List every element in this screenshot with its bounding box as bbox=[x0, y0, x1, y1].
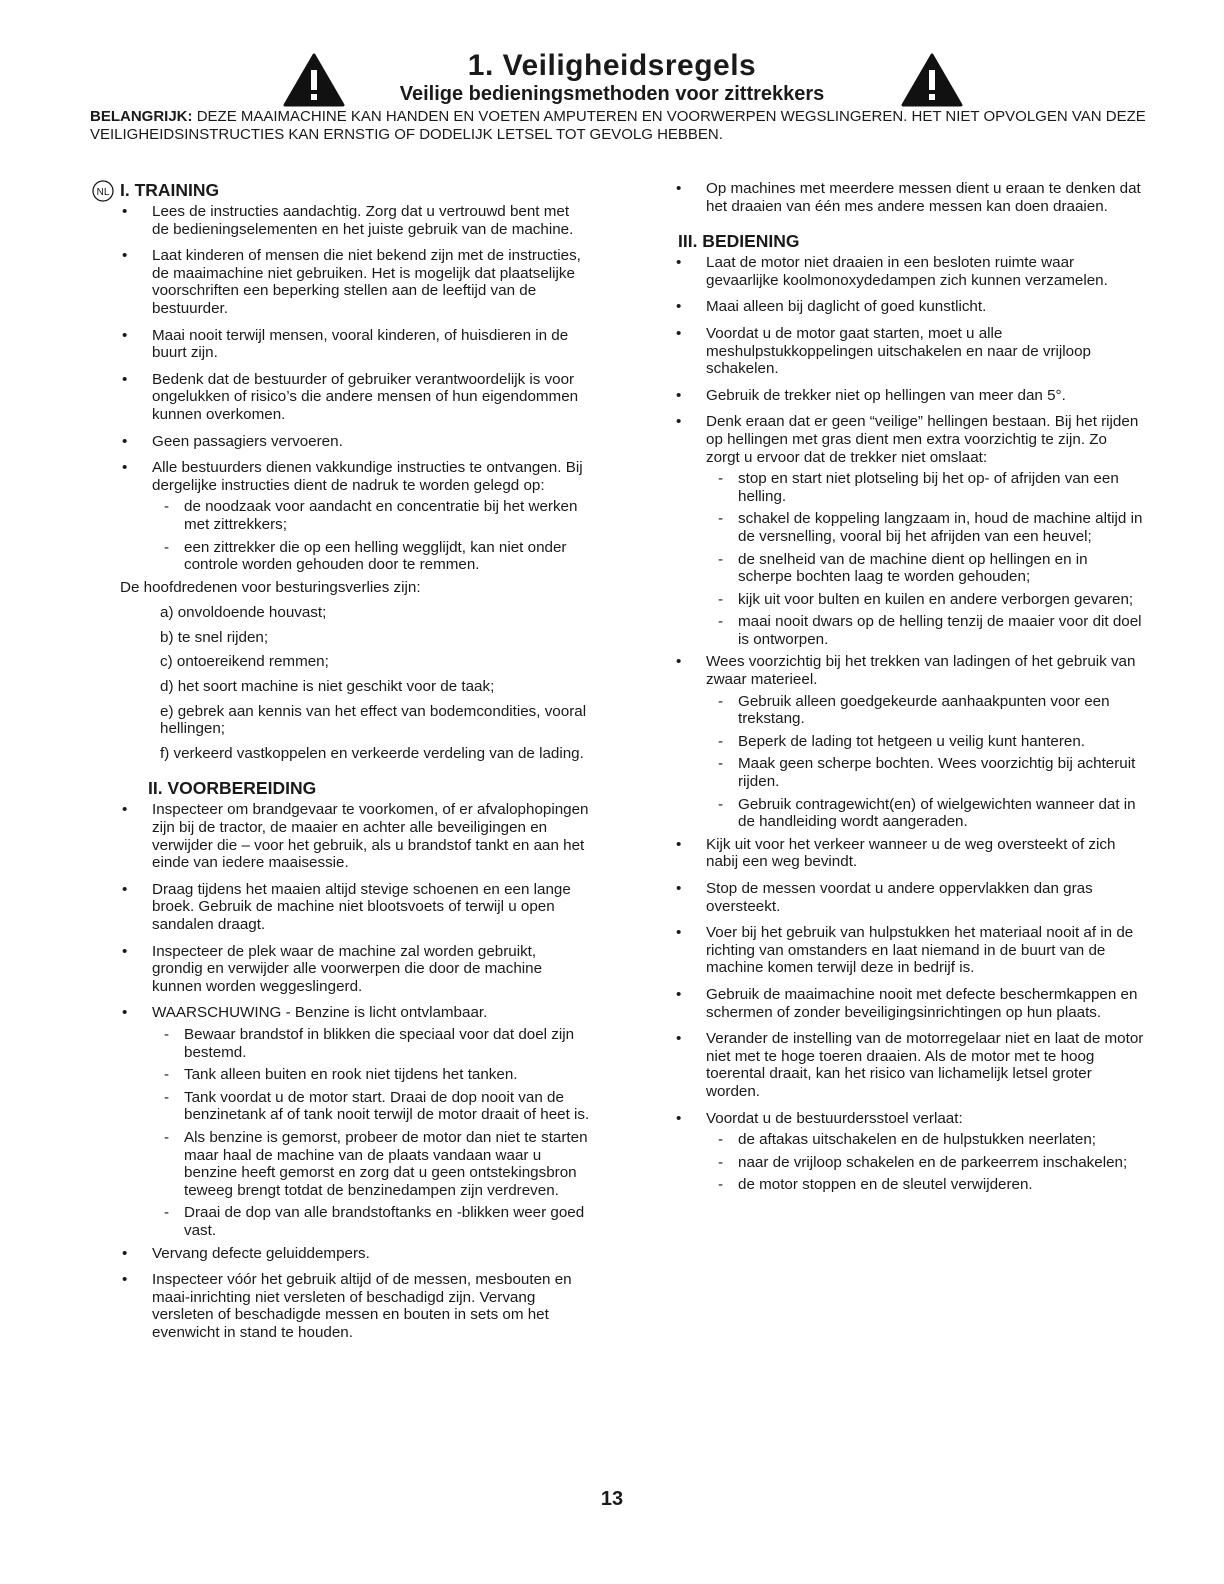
cause-item: a) onvoldoende houvast; bbox=[160, 604, 327, 622]
sub-list-item: - Bewaar brandstof in blikken die speciaal voor dat doel zijn bestemd. bbox=[120, 1026, 590, 1061]
sub-list-item: - Tank voordat u de motor start. Draai de dop nooit van de benzinetank af of tank nooit terwijl de motor draait of heet is. bbox=[120, 1089, 590, 1124]
section-heading-operation: III. BEDIENING bbox=[678, 231, 800, 252]
sub-list-item: - Beperk de lading tot hetgeen u veilig kunt hanteren. bbox=[674, 733, 1144, 751]
language-badge bbox=[92, 180, 114, 202]
important-notice bbox=[90, 108, 1150, 144]
cause-item: b) te snel rijden; bbox=[160, 628, 269, 646]
sub-list-item: - een zittrekker die op een helling wegglijdt, kan niet onder controle worden gehouden door te remmen. bbox=[120, 539, 590, 574]
sub-list-item: - Maak geen scherpe bochten. Wees voorzichtig bij achteruit rijden. bbox=[674, 755, 1144, 790]
list-item: • Wees voorzichtig bij het trekken van ladingen of het gebruik van zwaar materieel. bbox=[674, 653, 1144, 688]
sub-list-item: - maai nooit dwars op de helling tenzij de maaier voor dit doel is ontworpen. bbox=[674, 613, 1144, 648]
list-item: • Gebruik de maaimachine nooit met defecte beschermkappen en schermen of zonder beveiligingsinrichtingen op hun plaats. bbox=[674, 986, 1144, 1021]
list-item: • Maai alleen bij daglicht of goed kunstlicht. bbox=[674, 298, 1144, 316]
list-item: • Maai nooit terwijl mensen, vooral kinderen, of huisdieren in de buurt zijn. bbox=[120, 327, 590, 362]
right-column bbox=[674, 180, 1144, 1199]
language-badge-text: NL bbox=[96, 187, 110, 198]
list-item: • Voordat u de bestuurdersstoel verlaat: bbox=[674, 1110, 1144, 1128]
list-item: • Op machines met meerdere messen dient u eraan te denken dat het draaien van één mes andere messen kan doen draaien. bbox=[674, 180, 1144, 215]
cause-item: e) gebrek aan kennis van het effect van bodemcondities, vooral hellingen; bbox=[160, 702, 587, 738]
sub-list-item: - Als benzine is gemorst, probeer de motor dan niet te starten maar haal de machine van de plaats vandaan waar u benzine heeft gemorst en zorg dat u geen ontstekingsbron teweeg brengt totdat de benzinedampen zijn verdreven. bbox=[120, 1129, 590, 1199]
list-item: • Lees de instructies aandachtig. Zorg dat u vertrouwd bent met de bedieningselementen en het juiste gebruik van de machine. bbox=[120, 203, 590, 238]
page-title: 1. Veiligheidsregels bbox=[467, 49, 757, 82]
sub-list-item: - de aftakas uitschakelen en de hulpstukken neerlaten; bbox=[674, 1131, 1144, 1149]
sub-list-item: - de snelheid van de machine dient op hellingen en in scherpe bochten laag te worden gehouden; bbox=[674, 551, 1144, 586]
list-item: • Draag tijdens het maaien altijd stevige schoenen en een lange broek. Gebruik de machine niet blootsvoets of terwijl u open sandalen draagt. bbox=[120, 881, 590, 934]
sub-list-item: - Gebruik alleen goedgekeurde aanhaakpunten voor een trekstang. bbox=[674, 693, 1144, 728]
sub-list-item: - Gebruik contragewicht(en) of wielgewichten wanneer dat in de handleiding wordt aangeraden. bbox=[674, 796, 1144, 831]
sub-list-item: - naar de vrijloop schakelen en de parkeerrem inschakelen; bbox=[674, 1154, 1144, 1172]
list-item: • Inspecteer om brandgevaar te voorkomen, of er afvalophopingen zijn bij de tractor, de maaier en achter alle beveiligingen en verwijder die – voor het gebruik, als u brandstof tankt en aan het einde van iedere maaisessie. bbox=[120, 801, 590, 871]
list-item: • Geen passagiers vervoeren. bbox=[120, 433, 590, 451]
sub-list-item: - Tank alleen buiten en rook niet tijdens het tanken. bbox=[120, 1066, 590, 1084]
list-item: • Inspecteer de plek waar de machine zal worden gebruikt, grondig en verwijder alle voorwerpen die door de machine kunnen worden weggeslingerd. bbox=[120, 943, 590, 996]
list-item: • Vervang defecte geluiddempers. bbox=[120, 1245, 590, 1263]
left-column bbox=[120, 180, 590, 1350]
list-item: • Voordat u de motor gaat starten, moet u alle meshulpstukkoppelingen uitschakelen en naar de vrijloop schakelen. bbox=[674, 325, 1144, 378]
sub-list-item: - kijk uit voor bulten en kuilen en andere verborgen gevaren; bbox=[674, 591, 1144, 609]
list-item: • Kijk uit voor het verkeer wanneer u de weg oversteekt of zich nabij een weg bevindt. bbox=[674, 836, 1144, 871]
important-label: BELANGRIJK: bbox=[90, 108, 193, 125]
sub-list-item: - schakel de koppeling langzaam in, houd de machine altijd in de versnelling, vooral bij het afrijden van een heuvel; bbox=[674, 510, 1144, 545]
list-item: • Alle bestuurders dienen vakkundige instructies te ontvangen. Bij dergelijke instructies dient de nadruk te worden gelegd op: bbox=[120, 459, 590, 494]
list-item: • Denk eraan dat er geen “veilige” hellingen bestaan. Bij het rijden op hellingen met gras dient men extra voorzichtig te zijn. Zo zorgt u ervoor dat de trekker niet omslaat: bbox=[674, 413, 1144, 466]
sub-list-item: - stop en start niet plotseling bij het op- of afrijden van een helling. bbox=[674, 470, 1144, 505]
list-item: • Laat kinderen of mensen die niet bekend zijn met de instructies, de maaimachine niet gebruiken. Het is mogelijk dat plaatselijke voorschriften een beperking stellen aan de leeftijd van de bestuurder. bbox=[120, 247, 590, 317]
cause-item: f) verkeerd vastkoppelen en verkeerde verdeling van de lading. bbox=[160, 744, 584, 762]
causes-intro: De hoofdredenen voor besturingsverlies zijn: bbox=[120, 578, 421, 596]
important-text: DEZE MAAIMACHINE KAN HANDEN EN VOETEN AMPUTEREN EN VOORWERPEN WEGSLINGEREN. HET NIET OPVOLGEN VAN DEZE VEILIGHEIDSINSTRUCTIES KAN ERNSTIG OF DODELIJK LETSEL TOT GEVOLG HEBBEN. bbox=[90, 108, 1146, 143]
page-number: 13 bbox=[600, 1488, 624, 1510]
page-subtitle: Veilige bedieningsmethoden voor zittrekkers bbox=[399, 83, 825, 105]
list-item: • Stop de messen voordat u andere oppervlakken dan gras oversteekt. bbox=[674, 880, 1144, 915]
sub-list-item: - de motor stoppen en de sleutel verwijderen. bbox=[674, 1176, 1144, 1194]
list-item: • Gebruik de trekker niet op hellingen van meer dan 5°. bbox=[674, 387, 1144, 405]
sub-list-item: - Draai de dop van alle brandstoftanks en -blikken weer goed vast. bbox=[120, 1204, 590, 1239]
list-item: • Laat de motor niet draaien in een besloten ruimte waar gevaarlijke koolmonoxydedampen zich kunnen verzamelen. bbox=[674, 254, 1144, 289]
page-header bbox=[0, 50, 1224, 106]
list-item: • Voer bij het gebruik van hulpstukken het materiaal nooit af in de richting van omstanders en laat niemand in de buurt van de machine komen terwijl deze in bedrijf is. bbox=[674, 924, 1144, 977]
list-item: • WAARSCHUWING - Benzine is licht ontvlambaar. bbox=[120, 1004, 590, 1022]
sub-list-item: - de noodzaak voor aandacht en concentratie bij het werken met zittrekkers; bbox=[120, 498, 590, 533]
list-item: • Bedenk dat de bestuurder of gebruiker verantwoordelijk is voor ongelukken of risico’s die andere mensen of hun eigendommen kunnen overkomen. bbox=[120, 371, 590, 424]
cause-item: d) het soort machine is niet geschikt voor de taak; bbox=[160, 678, 495, 696]
cause-item: c) ontoereikend remmen; bbox=[160, 653, 329, 671]
section-heading-preparation: II. VOORBEREIDING bbox=[148, 778, 317, 799]
list-item: • Verander de instelling van de motorregelaar niet en laat de motor niet met te hoge toeren draaien. Als de motor met te hoog toerental draait, kan het risico van lichamelijk letsel groter worden. bbox=[674, 1030, 1144, 1100]
list-item: • Inspecteer vóór het gebruik altijd of de messen, mesbouten en maai-inrichting niet versleten of beschadigd zijn. Vervang versleten of beschadigde messen en bouten in sets om het evenwicht in stand te houden. bbox=[120, 1271, 590, 1341]
section-heading-training: I. TRAINING bbox=[120, 180, 220, 200]
